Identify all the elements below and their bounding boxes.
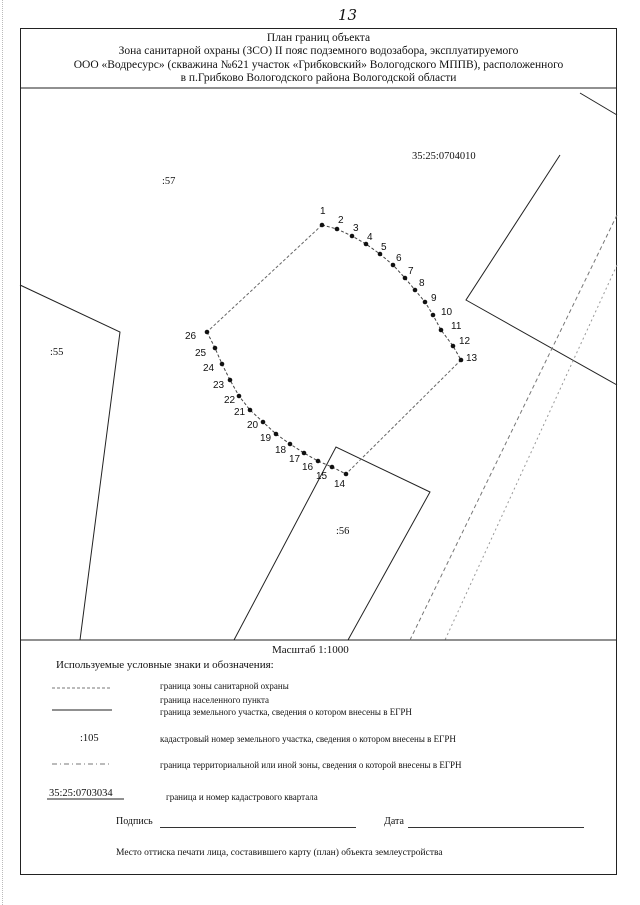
legend-text-quarter: граница и номер кадастрового квартала — [166, 792, 318, 802]
parcel-label-57: :57 — [162, 176, 176, 187]
parcel-label-56: :56 — [336, 526, 350, 537]
boundary-point-label-11: 11 — [451, 321, 462, 332]
boundary-point-label-4: 4 — [367, 232, 373, 243]
legend-text-cadastral-number: кадастровый номер земельного участка, сведения о котором внесены в ЕГРН — [160, 734, 456, 744]
parcel-label-55: :55 — [50, 347, 64, 358]
boundary-point-label-26: 26 — [185, 331, 197, 342]
boundary-point-label-17: 17 — [289, 454, 301, 465]
page-number: 13 — [338, 6, 358, 24]
date-label: Дата — [384, 816, 404, 827]
legend-symbol-quarter: 35:25:0703034 — [49, 788, 113, 799]
stamp-placeholder: Место оттиска печати лица, составившего карту (план) объекта землеустройства — [116, 848, 443, 858]
boundary-point-label-12: 12 — [459, 336, 471, 347]
boundary-point-label-24: 24 — [203, 363, 215, 374]
legend-text-territorial-zone: граница территориальной или иной зоны, сведения о которой внесены в ЕГРН — [160, 760, 462, 770]
boundary-point-label-10: 10 — [441, 307, 453, 318]
boundary-point-label-23: 23 — [213, 380, 225, 391]
boundary-point-label-13: 13 — [466, 353, 478, 364]
legend-text-zone: граница зоны санитарной охраны — [160, 681, 289, 691]
boundary-point-label-1: 1 — [320, 206, 326, 217]
boundary-point-label-25: 25 — [195, 348, 207, 359]
boundary-point-label-19: 19 — [260, 433, 272, 444]
boundary-point-label-9: 9 — [431, 293, 437, 304]
boundary-point-label-2: 2 — [338, 215, 344, 226]
boundary-point-label-16: 16 — [302, 462, 314, 473]
legend-heading: Используемые условные знаки и обозначения: — [56, 659, 274, 671]
boundary-point-label-22: 22 — [224, 395, 236, 406]
signature-line — [160, 827, 356, 828]
boundary-point-label-21: 21 — [234, 407, 246, 418]
boundary-point-label-14: 14 — [334, 479, 346, 490]
boundary-point-label-3: 3 — [353, 223, 359, 234]
title-line-1: План границ объекта — [266, 32, 371, 44]
title-line-2: Зона санитарной охраны (ЗСО) II пояс подземного водозабора, эксплуатируемого — [118, 45, 519, 57]
legend-text-parcel: граница земельного участка, сведения о котором внесены в ЕГРН — [160, 707, 412, 717]
date-line — [408, 827, 584, 828]
boundary-point-label-8: 8 — [419, 278, 425, 289]
legend-text-settlement: граница населенного пункта — [160, 695, 270, 705]
boundary-point-label-20: 20 — [247, 420, 259, 431]
signature-label: Подпись — [116, 816, 153, 827]
boundary-point-label-15: 15 — [316, 471, 328, 482]
quarter-number-label: 35:25:0704010 — [412, 151, 476, 162]
boundary-point-label-5: 5 — [381, 242, 387, 253]
boundary-point-label-18: 18 — [275, 445, 287, 456]
title-line-3: ООО «Водресурс» (скважина №621 участок «Грибковский» Вологодского МППВ), расположенного — [73, 59, 564, 71]
title-line-4: в п.Грибково Вологодского района Вологодской области — [180, 72, 457, 84]
boundary-point-label-7: 7 — [408, 266, 414, 277]
scale-label: Масштаб 1:1000 — [272, 644, 349, 656]
boundary-point-label-6: 6 — [396, 253, 402, 264]
legend-symbol-cadastral-number: :105 — [80, 733, 99, 744]
